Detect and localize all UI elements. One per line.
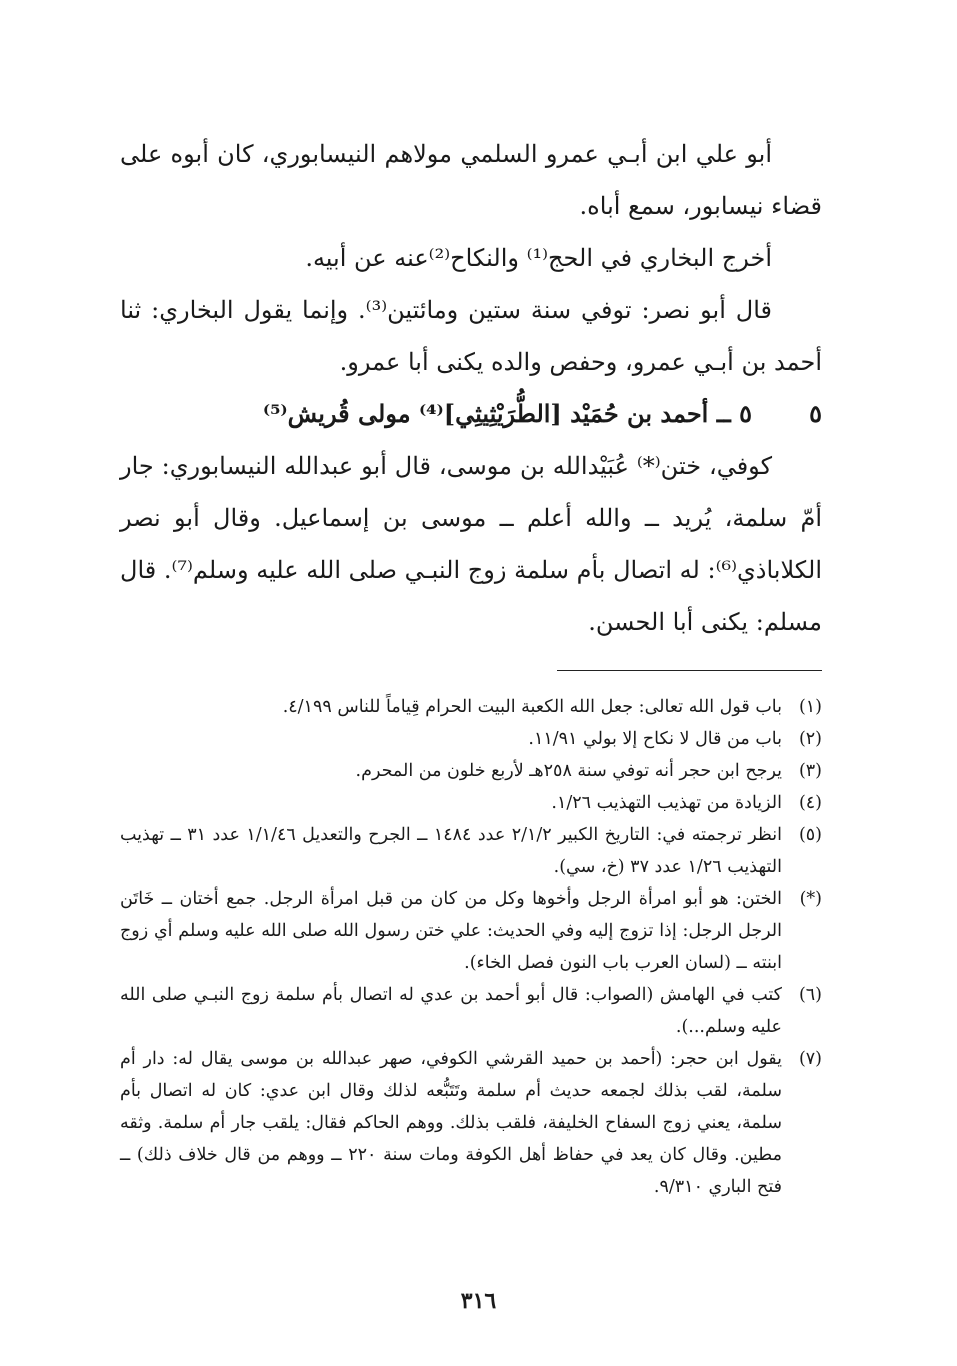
entry-heading	[120, 388, 822, 440]
footnote-text: باب من قال لا نكاح إلا بولي ١١/٩١.	[528, 729, 782, 749]
footnote-mark: (٢)	[798, 729, 822, 749]
footnote-7	[120, 1043, 822, 1203]
footnote-mark: (*)	[799, 889, 822, 909]
footnote-text: كتب في الهامش (الصواب: قال أبو أحمد بن عدي له اتصال بأم سلمة زوج النبـي صلى الله عليه وسلم...).	[120, 985, 782, 1037]
paragraph-2: أخرج البخاري في الحج⁽¹⁾ والنكاح⁽²⁾عنه عن أبيه.	[305, 244, 772, 272]
paragraph-1: أبو علي ابن أبـي عمرو السلمي مولاهم النيسابوري، كان أبوه على قضاء نيسابور، سمع أباه.	[120, 140, 822, 220]
entry-title: ٥ ــ أحمد بن حُمَيْد [الطُّرَيْثِيثِي]⁽⁴⁾ مولى قُريش⁽⁵⁾	[262, 399, 752, 428]
footnote-star	[120, 883, 822, 979]
footnote-2	[120, 723, 822, 755]
footnote-mark: (١)	[798, 697, 822, 717]
page-number: ٣١٦	[460, 1288, 497, 1314]
entry-number: ٥	[809, 399, 822, 428]
main-text	[120, 128, 822, 648]
footnote-1	[120, 691, 822, 723]
footnote-text: الزيادة من تهذيب التهذيب ١/٢٦.	[551, 793, 782, 813]
paragraph-4: كوفي، ختن⁽*⁾ عُبَيْدالله بن موسى، قال أبو عبدالله النيسابوري: جار أمّ سلمة، يُريد ــ والله أعلم ــ موسى بن إسماعيل. وقال أبو نصر الكلاباذي⁽⁶⁾: له اتصال بأم سلمة زوج النبـي صلى الله عليه وسلم⁽⁷⁾. قال مسلم: يكنى أبا الحسن.	[120, 452, 823, 636]
footnote-3	[120, 755, 822, 787]
footnote-text: يرجح ابن حجر أنه توفي سنة ٢٥٨هـ لأربع خلون من المحرم.	[355, 761, 782, 781]
footnote-mark: (٤)	[798, 793, 822, 813]
footnote-text: يقول ابن حجر: (أحمد بن حميد القرشي الكوفي، صهر عبدالله بن موسى يقال له: دار أم سلمة، لقب بذلك لجمعه حديث أم سلمة وتَتَبُّعه لذلك وقال ابن عدي: كان له اتصال بأم سلمة، يعني زوج السفاح الخليفة، فلقب بذلك. ووهم الحاكم فقال: يلقب جار أم سلمة. وثقه مطين. وقال كان يعد في حفاظ أهل الكوفة ومات سنة ٢٢٠ ــ ووهم من قال خلاف ذلك) ــ فتح الباري ٩/٣١٠.	[120, 1049, 782, 1197]
footnote-mark: (٣)	[798, 761, 822, 781]
footnote-mark: (٥)	[798, 825, 822, 845]
footnote-divider	[557, 670, 822, 671]
footnote-text: انظر ترجمته في: التاريخ الكبير ٢/١/٢ عدد ١٤٨٤ ــ الجرح والتعديل ١/١/٤٦ عدد ٣١ ــ تهذيب التهذيب ١/٢٦ عدد ٣٧ (خ، سي).	[120, 825, 783, 877]
footnote-text: باب قول الله تعالى: جعل الله الكعبة البيت الحرام قِياماً للناس ٤/١٩٩.	[282, 697, 782, 717]
footnote-4	[120, 787, 822, 819]
footnote-5	[120, 819, 822, 883]
footnote-mark: (٦)	[798, 985, 822, 1005]
page-body	[120, 128, 822, 1203]
footnote-6	[120, 979, 822, 1043]
paragraph-3: قال أبو نصر: توفي سنة ستين ومائتين⁽³⁾. وإنما يقول البخاري: ثنا أحمد بن أبـي عمرو، وحفص والده يكنى أبا عمرو.	[120, 296, 822, 376]
footnote-mark: (٧)	[798, 1049, 822, 1069]
footnote-text: الختن: هو أبو امرأة الرجل وأخوها وكل من كان من قبل امرأة الرجل. جمع أختان ــ خَاتَن الرجل الرجل: إذا تزوج إليه وفي الحديث: علي ختن رسول الله صلى الله عليه وسلم أي زوج ابنته ــ (لسان العرب باب النون فصل الخاء).	[120, 889, 782, 973]
footnotes	[120, 691, 822, 1203]
